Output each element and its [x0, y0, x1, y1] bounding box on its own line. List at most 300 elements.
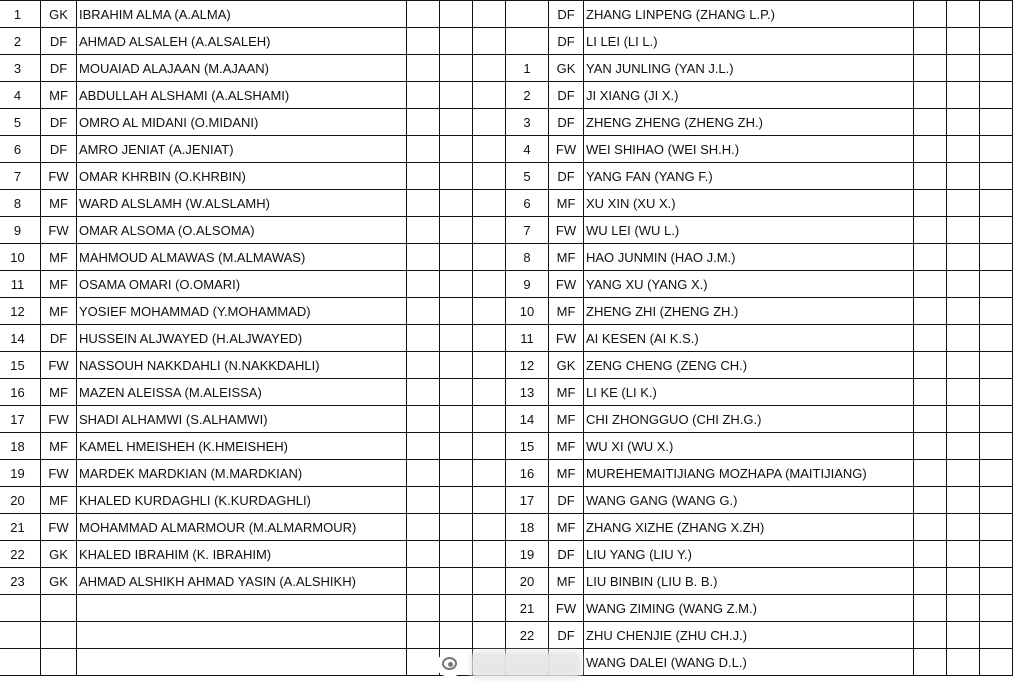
- right-shirt-number: 10: [506, 298, 549, 325]
- right-player-name: WEI SHIHAO (WEI SH.H.): [584, 136, 914, 163]
- left-player-row: [0, 190, 506, 217]
- right-blank-cell: [947, 352, 980, 379]
- right-position: FW: [549, 325, 584, 352]
- right-blank-cell: [947, 433, 980, 460]
- left-blank-cell: [440, 109, 473, 136]
- right-player-name: YANG FAN (YANG F.): [584, 163, 914, 190]
- right-player-row: [506, 379, 1013, 406]
- right-player-row: [506, 595, 1013, 622]
- watermark-blurred-text: [470, 651, 582, 679]
- right-position: DF: [549, 163, 584, 190]
- left-shirt-number: 1: [0, 1, 41, 28]
- right-player-name: LIU BINBIN (LIU B. B.): [584, 568, 914, 595]
- left-blank-cell: [407, 271, 440, 298]
- left-player-name: AHMAD ALSHIKH AHMAD YASIN (A.ALSHIKH): [77, 568, 407, 595]
- right-shirt-number: 9: [506, 271, 549, 298]
- right-blank-cell: [980, 217, 1013, 244]
- left-position: FW: [41, 460, 77, 487]
- left-player-row: [0, 28, 506, 55]
- left-blank-cell: [407, 298, 440, 325]
- left-shirt-number: 8: [0, 190, 41, 217]
- right-player-name: MUREHEMAITIJIANG MOZHAPA (MAITIJIANG): [584, 460, 914, 487]
- right-player-name: HAO JUNMIN (HAO J.M.): [584, 244, 914, 271]
- right-blank-cell: [980, 244, 1013, 271]
- right-shirt-number: 15: [506, 433, 549, 460]
- left-blank-cell: [407, 136, 440, 163]
- left-player-row: [0, 1, 506, 28]
- right-blank-cell: [947, 487, 980, 514]
- right-blank-cell: [980, 460, 1013, 487]
- right-blank-cell: [914, 568, 947, 595]
- left-position: MF: [41, 433, 77, 460]
- right-blank-cell: [947, 325, 980, 352]
- left-player-row: [0, 136, 506, 163]
- right-blank-cell: [914, 595, 947, 622]
- left-blank-cell: [473, 487, 506, 514]
- right-position: FW: [549, 217, 584, 244]
- right-player-row: [506, 1, 1013, 28]
- left-player-row: [0, 487, 506, 514]
- right-blank-cell: [947, 298, 980, 325]
- left-player-name: OMAR KHRBIN (O.KHRBIN): [77, 163, 407, 190]
- left-blank-cell: [473, 298, 506, 325]
- left-player-name: KHALED KURDAGHLI (K.KURDAGHLI): [77, 487, 407, 514]
- right-position: DF: [549, 541, 584, 568]
- right-blank-cell: [914, 109, 947, 136]
- right-player-row: [506, 352, 1013, 379]
- right-shirt-number: 8: [506, 244, 549, 271]
- right-team-roster-table: [505, 0, 1013, 676]
- right-blank-cell: [980, 568, 1013, 595]
- left-blank-cell: [473, 217, 506, 244]
- right-blank-cell: [980, 487, 1013, 514]
- right-blank-cell: [914, 514, 947, 541]
- right-player-name: AI KESEN (AI K.S.): [584, 325, 914, 352]
- left-blank-cell: [473, 460, 506, 487]
- left-player-row: [0, 244, 506, 271]
- left-blank-cell: [473, 433, 506, 460]
- left-player-row: [0, 298, 506, 325]
- right-blank-cell: [980, 433, 1013, 460]
- right-player-name: WU LEI (WU L.): [584, 217, 914, 244]
- right-blank-cell: [947, 55, 980, 82]
- left-position: DF: [41, 325, 77, 352]
- left-position: FW: [41, 352, 77, 379]
- left-blank-cell: [473, 109, 506, 136]
- right-shirt-number: 16: [506, 460, 549, 487]
- left-player-name: [77, 622, 407, 649]
- right-player-row: [506, 190, 1013, 217]
- left-player-row: [0, 433, 506, 460]
- left-blank-cell: [473, 352, 506, 379]
- left-blank-cell: [473, 163, 506, 190]
- left-player-name: MOHAMMAD ALMARMOUR (M.ALMARMOUR): [77, 514, 407, 541]
- left-shirt-number: 16: [0, 379, 41, 406]
- left-shirt-number: 4: [0, 82, 41, 109]
- right-player-name: WANG ZIMING (WANG Z.M.): [584, 595, 914, 622]
- left-player-row: [0, 406, 506, 433]
- left-position: MF: [41, 271, 77, 298]
- right-shirt-number: 17: [506, 487, 549, 514]
- left-player-name: YOSIEF MOHAMMAD (Y.MOHAMMAD): [77, 298, 407, 325]
- left-player-row: [0, 649, 506, 676]
- left-player-name: OSAMA OMARI (O.OMARI): [77, 271, 407, 298]
- left-shirt-number: 23: [0, 568, 41, 595]
- right-blank-cell: [947, 514, 980, 541]
- right-player-row: [506, 514, 1013, 541]
- left-shirt-number: 9: [0, 217, 41, 244]
- right-shirt-number: 20: [506, 568, 549, 595]
- left-blank-cell: [440, 217, 473, 244]
- right-player-row: [506, 82, 1013, 109]
- right-blank-cell: [947, 460, 980, 487]
- left-blank-cell: [407, 406, 440, 433]
- left-blank-cell: [440, 433, 473, 460]
- right-player-row: [506, 325, 1013, 352]
- left-position: [41, 649, 77, 676]
- left-shirt-number: 6: [0, 136, 41, 163]
- left-player-row: [0, 325, 506, 352]
- right-position: GK: [549, 55, 584, 82]
- left-player-name: WARD ALSLAMH (W.ALSLAMH): [77, 190, 407, 217]
- right-blank-cell: [980, 163, 1013, 190]
- right-player-name: CHI ZHONGGUO (CHI ZH.G.): [584, 406, 914, 433]
- left-blank-cell: [473, 379, 506, 406]
- left-shirt-number: 21: [0, 514, 41, 541]
- right-blank-cell: [914, 55, 947, 82]
- right-blank-cell: [980, 82, 1013, 109]
- right-blank-cell: [914, 352, 947, 379]
- right-blank-cell: [980, 190, 1013, 217]
- right-blank-cell: [914, 649, 947, 676]
- right-blank-cell: [947, 1, 980, 28]
- left-shirt-number: [0, 622, 41, 649]
- left-blank-cell: [407, 190, 440, 217]
- right-blank-cell: [947, 622, 980, 649]
- right-player-row: [506, 163, 1013, 190]
- watermark: [436, 647, 586, 681]
- right-blank-cell: [980, 271, 1013, 298]
- right-player-row: [506, 271, 1013, 298]
- right-blank-cell: [980, 55, 1013, 82]
- right-player-name: ZHENG ZHENG (ZHENG ZH.): [584, 109, 914, 136]
- right-player-row: [506, 406, 1013, 433]
- left-blank-cell: [407, 568, 440, 595]
- left-player-name: IBRAHIM ALMA (A.ALMA): [77, 1, 407, 28]
- right-blank-cell: [914, 28, 947, 55]
- right-position: FW: [549, 595, 584, 622]
- left-player-name: NASSOUH NAKKDAHLI (N.NAKKDAHLI): [77, 352, 407, 379]
- left-blank-cell: [407, 109, 440, 136]
- left-blank-cell: [407, 514, 440, 541]
- right-blank-cell: [947, 28, 980, 55]
- left-shirt-number: 17: [0, 406, 41, 433]
- left-blank-cell: [407, 163, 440, 190]
- left-shirt-number: 19: [0, 460, 41, 487]
- right-player-row: [506, 298, 1013, 325]
- left-player-name: [77, 649, 407, 676]
- right-blank-cell: [947, 595, 980, 622]
- right-blank-cell: [914, 433, 947, 460]
- right-player-name: LI LEI (LI L.): [584, 28, 914, 55]
- right-player-row: [506, 136, 1013, 163]
- right-blank-cell: [947, 541, 980, 568]
- left-shirt-number: 18: [0, 433, 41, 460]
- left-player-name: SHADI ALHAMWI (S.ALHAMWI): [77, 406, 407, 433]
- left-blank-cell: [440, 379, 473, 406]
- right-blank-cell: [980, 622, 1013, 649]
- right-position: DF: [549, 487, 584, 514]
- left-player-row: [0, 568, 506, 595]
- right-blank-cell: [947, 217, 980, 244]
- right-player-name: ZHENG ZHI (ZHENG ZH.): [584, 298, 914, 325]
- right-player-name: ZHANG XIZHE (ZHANG X.ZH): [584, 514, 914, 541]
- left-blank-cell: [440, 28, 473, 55]
- left-blank-cell: [473, 595, 506, 622]
- left-shirt-number: 10: [0, 244, 41, 271]
- left-shirt-number: 22: [0, 541, 41, 568]
- right-shirt-number: 22: [506, 622, 549, 649]
- right-shirt-number: 7: [506, 217, 549, 244]
- right-position: DF: [549, 28, 584, 55]
- right-shirt-number: 12: [506, 352, 549, 379]
- left-blank-cell: [473, 190, 506, 217]
- right-player-name: WANG GANG (WANG G.): [584, 487, 914, 514]
- right-shirt-number: 6: [506, 190, 549, 217]
- right-player-name: ZHU CHENJIE (ZHU CH.J.): [584, 622, 914, 649]
- left-position: MF: [41, 298, 77, 325]
- left-blank-cell: [407, 82, 440, 109]
- right-blank-cell: [980, 136, 1013, 163]
- left-blank-cell: [440, 541, 473, 568]
- left-blank-cell: [440, 190, 473, 217]
- left-position: FW: [41, 217, 77, 244]
- right-player-name: JI XIANG (JI X.): [584, 82, 914, 109]
- left-player-name: OMRO AL MIDANI (O.MIDANI): [77, 109, 407, 136]
- right-blank-cell: [947, 136, 980, 163]
- right-shirt-number: 13: [506, 379, 549, 406]
- left-blank-cell: [473, 244, 506, 271]
- right-blank-cell: [980, 406, 1013, 433]
- left-position: DF: [41, 109, 77, 136]
- right-blank-cell: [914, 163, 947, 190]
- right-shirt-number: 11: [506, 325, 549, 352]
- left-player-name: [77, 595, 407, 622]
- right-blank-cell: [914, 379, 947, 406]
- left-shirt-number: 2: [0, 28, 41, 55]
- right-player-name: WANG DALEI (WANG D.L.): [584, 649, 914, 676]
- left-position: DF: [41, 28, 77, 55]
- left-blank-cell: [440, 298, 473, 325]
- right-position: MF: [549, 406, 584, 433]
- left-player-row: [0, 595, 506, 622]
- left-blank-cell: [473, 136, 506, 163]
- left-player-row: [0, 379, 506, 406]
- left-player-name: OMAR ALSOMA (O.ALSOMA): [77, 217, 407, 244]
- left-position: DF: [41, 136, 77, 163]
- left-player-row: [0, 163, 506, 190]
- left-position: GK: [41, 1, 77, 28]
- left-player-row: [0, 82, 506, 109]
- right-player-row: [506, 622, 1013, 649]
- right-blank-cell: [980, 379, 1013, 406]
- right-position: MF: [549, 244, 584, 271]
- right-blank-cell: [914, 1, 947, 28]
- weibo-eye-icon: [436, 653, 464, 677]
- right-blank-cell: [947, 406, 980, 433]
- right-shirt-number: 1: [506, 55, 549, 82]
- right-blank-cell: [914, 82, 947, 109]
- right-blank-cell: [980, 1, 1013, 28]
- left-blank-cell: [473, 28, 506, 55]
- right-player-row: [506, 28, 1013, 55]
- right-position: MF: [549, 568, 584, 595]
- left-shirt-number: [0, 649, 41, 676]
- left-player-row: [0, 109, 506, 136]
- left-blank-cell: [473, 622, 506, 649]
- right-shirt-number: 4: [506, 136, 549, 163]
- right-position: MF: [549, 298, 584, 325]
- left-blank-cell: [440, 514, 473, 541]
- right-player-name: LI KE (LI K.): [584, 379, 914, 406]
- right-player-row: [506, 568, 1013, 595]
- right-shirt-number: [506, 28, 549, 55]
- right-shirt-number: 21: [506, 595, 549, 622]
- right-position: DF: [549, 82, 584, 109]
- left-player-row: [0, 352, 506, 379]
- left-blank-cell: [473, 55, 506, 82]
- left-player-name: ABDULLAH ALSHAMI (A.ALSHAMI): [77, 82, 407, 109]
- left-blank-cell: [440, 568, 473, 595]
- left-blank-cell: [407, 460, 440, 487]
- right-blank-cell: [947, 109, 980, 136]
- left-blank-cell: [473, 1, 506, 28]
- left-player-row: [0, 541, 506, 568]
- right-blank-cell: [947, 82, 980, 109]
- left-shirt-number: 7: [0, 163, 41, 190]
- right-team-roster-body: [506, 1, 1013, 676]
- left-blank-cell: [407, 352, 440, 379]
- left-blank-cell: [407, 622, 440, 649]
- left-player-name: KHALED IBRAHIM (K. IBRAHIM): [77, 541, 407, 568]
- right-blank-cell: [980, 28, 1013, 55]
- right-blank-cell: [947, 190, 980, 217]
- left-blank-cell: [440, 82, 473, 109]
- right-player-row: [506, 541, 1013, 568]
- right-blank-cell: [914, 541, 947, 568]
- left-player-row: [0, 622, 506, 649]
- left-blank-cell: [407, 379, 440, 406]
- left-position: MF: [41, 82, 77, 109]
- left-blank-cell: [473, 568, 506, 595]
- right-position: FW: [549, 136, 584, 163]
- right-player-name: ZHANG LINPENG (ZHANG L.P.): [584, 1, 914, 28]
- left-player-row: [0, 271, 506, 298]
- left-position: FW: [41, 163, 77, 190]
- left-blank-cell: [473, 325, 506, 352]
- right-player-name: YANG XU (YANG X.): [584, 271, 914, 298]
- right-player-row: [506, 460, 1013, 487]
- left-blank-cell: [440, 55, 473, 82]
- left-position: MF: [41, 487, 77, 514]
- right-player-row: [506, 109, 1013, 136]
- left-blank-cell: [440, 136, 473, 163]
- right-shirt-number: 14: [506, 406, 549, 433]
- right-blank-cell: [914, 217, 947, 244]
- right-player-row: [506, 217, 1013, 244]
- right-blank-cell: [914, 325, 947, 352]
- left-shirt-number: 15: [0, 352, 41, 379]
- left-blank-cell: [440, 163, 473, 190]
- left-team-roster-table: [0, 0, 506, 676]
- left-shirt-number: 3: [0, 55, 41, 82]
- right-blank-cell: [914, 244, 947, 271]
- right-player-name: YAN JUNLING (YAN J.L.): [584, 55, 914, 82]
- left-shirt-number: 12: [0, 298, 41, 325]
- left-player-name: MAHMOUD ALMAWAS (M.ALMAWAS): [77, 244, 407, 271]
- left-blank-cell: [407, 325, 440, 352]
- right-position: MF: [549, 190, 584, 217]
- left-shirt-number: [0, 595, 41, 622]
- left-blank-cell: [473, 406, 506, 433]
- left-position: DF: [41, 55, 77, 82]
- left-blank-cell: [440, 1, 473, 28]
- left-player-name: MAZEN ALEISSA (M.ALEISSA): [77, 379, 407, 406]
- left-blank-cell: [407, 28, 440, 55]
- right-blank-cell: [947, 244, 980, 271]
- left-blank-cell: [440, 352, 473, 379]
- right-blank-cell: [947, 568, 980, 595]
- left-position: [41, 622, 77, 649]
- right-blank-cell: [980, 649, 1013, 676]
- left-blank-cell: [440, 271, 473, 298]
- left-player-row: [0, 55, 506, 82]
- left-position: MF: [41, 190, 77, 217]
- left-blank-cell: [407, 595, 440, 622]
- left-player-name: MOUAIAD ALAJAAN (M.AJAAN): [77, 55, 407, 82]
- right-player-name: LIU YANG (LIU Y.): [584, 541, 914, 568]
- left-blank-cell: [473, 271, 506, 298]
- right-shirt-number: 3: [506, 109, 549, 136]
- left-blank-cell: [407, 433, 440, 460]
- right-position: DF: [549, 622, 584, 649]
- left-blank-cell: [473, 514, 506, 541]
- left-player-name: AHMAD ALSALEH (A.ALSALEH): [77, 28, 407, 55]
- left-position: [41, 595, 77, 622]
- right-player-row: [506, 55, 1013, 82]
- right-blank-cell: [914, 190, 947, 217]
- left-blank-cell: [440, 244, 473, 271]
- left-blank-cell: [440, 487, 473, 514]
- right-shirt-number: 18: [506, 514, 549, 541]
- left-blank-cell: [407, 541, 440, 568]
- left-blank-cell: [407, 1, 440, 28]
- right-blank-cell: [914, 136, 947, 163]
- left-player-name: AMRO JENIAT (A.JENIAT): [77, 136, 407, 163]
- right-position: GK: [549, 352, 584, 379]
- right-blank-cell: [947, 649, 980, 676]
- right-player-name: WU XI (WU X.): [584, 433, 914, 460]
- left-player-name: KAMEL HMEISHEH (K.HMEISHEH): [77, 433, 407, 460]
- right-blank-cell: [980, 541, 1013, 568]
- left-position: GK: [41, 568, 77, 595]
- left-blank-cell: [440, 406, 473, 433]
- right-blank-cell: [980, 298, 1013, 325]
- left-position: FW: [41, 514, 77, 541]
- left-blank-cell: [473, 541, 506, 568]
- left-blank-cell: [407, 217, 440, 244]
- left-shirt-number: 5: [0, 109, 41, 136]
